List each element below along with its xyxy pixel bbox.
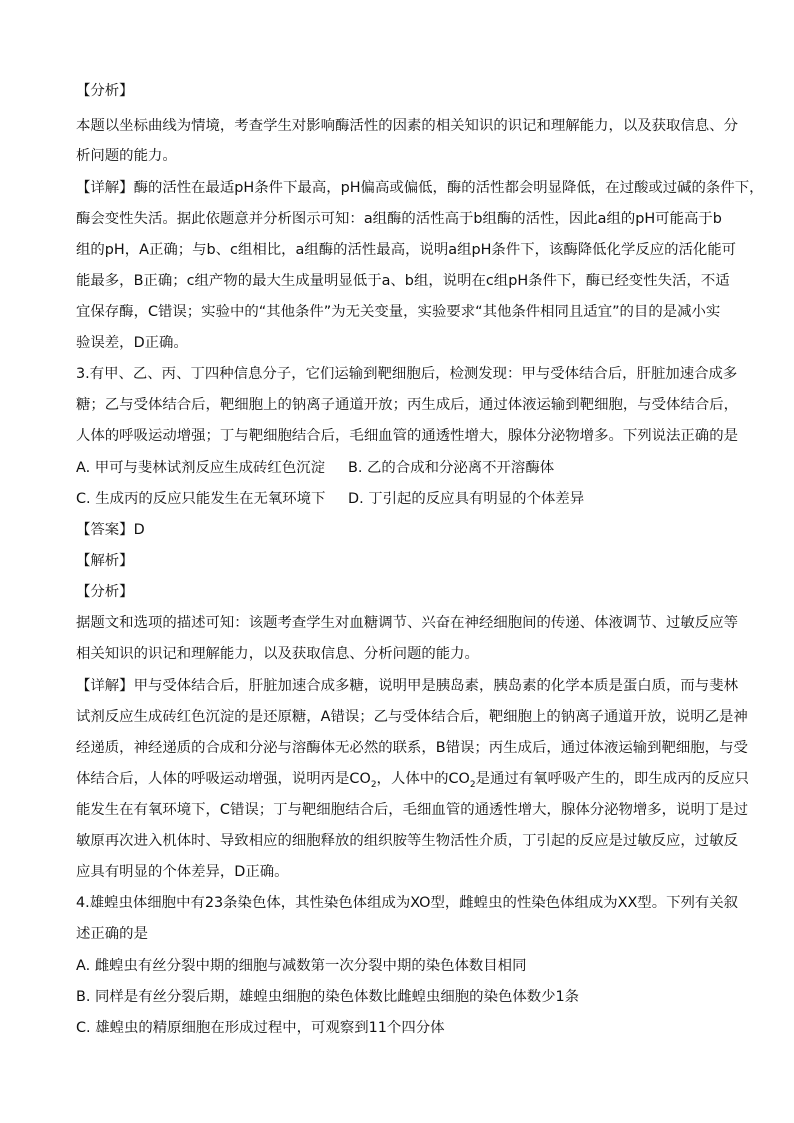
option-d: D. 丁引起的反应具有明显的个体差异 [348,491,585,507]
detail-text-line: 敏原再次进入机体时、导致相应的细胞释放的组织胺等生物活性介质，丁引起的反应是过敏反应，过敏反 [76,833,738,849]
detail-text-line: 试剂反应生成砖红色沉淀的是还原糖，A错误；乙与受体结合后，靶细胞上的钠离子通道开放，说明乙是神 [76,709,748,725]
option-c: C. 雄蝗虫的精原细胞在形成过程中，可观察到11个四分体 [76,1020,445,1036]
detail-text-line: 组的pH，A正确；与b、c组相比，a组酶的活性最高，说明a组pH条件下，该酶降低化学反应的活化能可 [76,242,737,258]
analysis-heading: 【分析】 [76,584,134,600]
option-b: B. 乙的合成和分泌离不开溶酶体 [348,460,555,476]
option-a: A. 雌蝗虫有丝分裂中期的细胞与减数第一次分裂中期的染色体数目相同 [76,958,527,974]
detail-text-line: 【详解】甲与受体结合后，肝脏加速合成多糖，说明甲是胰岛素，胰岛素的化学本质是蛋白质，而与斐林 [76,678,738,694]
detail-text-line: 宜保存酶，C错误；实验中的“其他条件”为无关变量，实验要求“其他条件相同且适宜”的目的是减小实 [76,304,721,320]
detail-text-line: 经递质，神经递质的合成和分泌与溶酶体无必然的联系，B错误；丙生成后，通过体液运输到靶细胞，与受 [76,740,748,756]
detail-text-segment: 是通过有氧呼吸产生的，即生成丙的反应只 [475,771,750,787]
detail-text-line: 能最多，B正确；c组产物的最大生成量明显低于a、b组，说明在c组pH条件下，酶已经变性失活，不适 [76,273,730,289]
analysis-text-line: 相关知识的识记和理解能力，以及获取信息、分析问题的能力。 [76,646,479,662]
analysis-text-line: 析问题的能力。 [76,148,177,164]
detail-text-line: 验误差，D正确。 [76,335,188,351]
option-a: A. 甲可与斐林试剂反应生成砖红色沉淀 [76,460,325,476]
question-stem-line: 人体的呼吸运动增强；丁与靶细胞结合后，毛细血管的通透性增大，腺体分泌物增多。下列说法正确的是 [76,428,738,444]
explanation-heading: 【解析】 [76,553,134,569]
option-b: B. 同样是有丝分裂后期，雄蝗虫细胞的染色体数比雌蝗虫细胞的染色体数少1条 [76,989,580,1005]
analysis-text-line: 据题文和选项的描述可知：该题考查学生对血糖调节、兴奋在神经细胞间的传递、体液调节、过敏反应等 [76,615,738,631]
question-stem-line: 4.雄蝗虫体细胞中有23条染色体，其性染色体组成为XO型，雌蝗虫的性染色体组成为XX型。下列有关叙 [76,895,739,911]
detail-text-segment: ，人体中的CO [376,771,470,787]
option-c: C. 生成丙的反应只能发生在无氧环境下 [76,491,326,507]
detail-text-line: 酶会变性失活。据此依题意并分析图示可知：a组酶的活性高于b组酶的活性，因此a组的pH可能高于b [76,211,722,227]
detail-text-line: 能发生在有氧环境下，C错误；丁与靶细胞结合后，毛细血管的通透性增大，腺体分泌物增多，说明丁是过 [76,802,749,818]
analysis-text-line: 本题以坐标曲线为情境，考查学生对影响酶活性的因素的相关知识的识记和理解能力，以及获取信息、分 [76,118,738,134]
analysis-heading: 【分析】 [76,83,134,99]
detail-text-line: 【详解】酶的活性在最适pH条件下最高，pH偏高或偏低，酶的活性都会明显降低，在过酸或过碱的条件下， [76,180,764,196]
detail-text-line: 应具有明显的个体差异，D正确。 [76,864,289,880]
detail-text-line [76,769,749,789]
question-stem-line: 糖；乙与受体结合后，靶细胞上的钠离子通道开放；丙生成后，通过体液运输到靶细胞，与受体结合后， [76,397,738,413]
question-stem-line: 3.有甲、乙、丙、丁四种信息分子，它们运输到靶细胞后，检测发现：甲与受体结合后，肝脏加速合成多 [76,366,738,382]
subscript: 2 [370,779,377,790]
subscript: 2 [469,779,476,790]
question-stem-line: 述正确的是 [76,926,148,942]
answer-label: 【答案】D [76,522,145,538]
detail-text-segment: 体结合后，人体的呼吸运动增强，说明丙是CO [76,771,371,787]
